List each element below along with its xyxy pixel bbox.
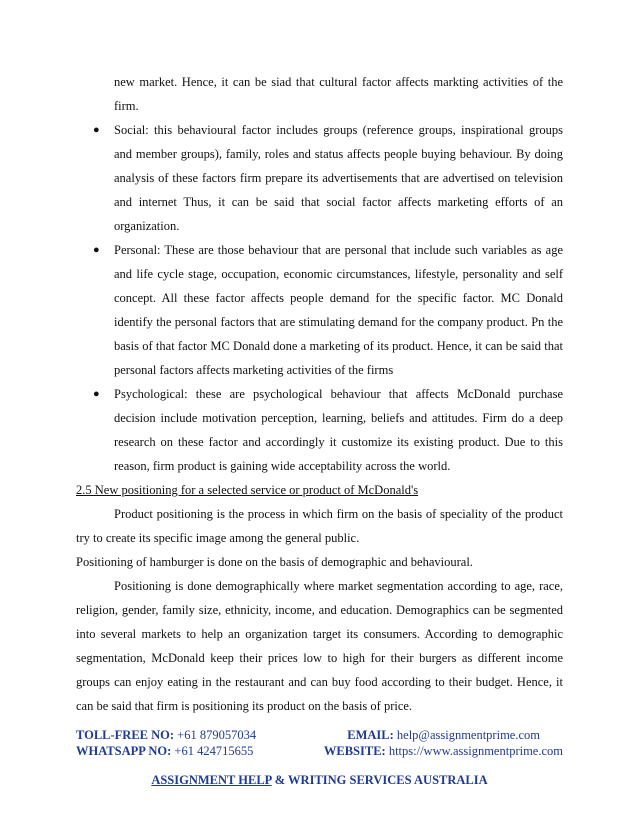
section-heading: 2.5 New positioning for a selected service or product of McDonald's bbox=[76, 483, 419, 497]
bullet-text: Psychological: these are psychological behaviour that affects McDonald purchase decision include motivation perception, learning, beliefs and attitudes. Firm do a deep research on these factor and accordingly it customize its existing product. Due to this reason, firm product is gaining wide acceptability across the world. bbox=[114, 387, 563, 473]
footer-row-2 bbox=[76, 743, 563, 759]
bullet-text: Social: this behavioural factor includes groups (reference groups, inspirational groups and member groups), family, roles and status affects people buying behaviour. By doing analysis of these factors firm prepare its advertisements that are advertised on television and internet Thus, it can be said that social factor affects marketing efforts of an organization. bbox=[114, 123, 563, 233]
footer-banner bbox=[76, 772, 563, 788]
tollfree-info: TOLL-FREE NO: +61 879057034 bbox=[76, 728, 257, 742]
banner-text: & WRITING SERVICES AUSTRALIA bbox=[271, 773, 488, 787]
continuation-text: new market. Hence, it can be siad that cultural factor affects markting activities of the firm. bbox=[114, 75, 563, 113]
paragraph-hamburger-positioning: Positioning of hamburger is done on the basis of demographic and behavioural. bbox=[76, 555, 473, 569]
whatsapp-info: WHATSAPP NO: +61 424715655 bbox=[76, 744, 254, 758]
website-link[interactable]: https://www.assignmentprime.com bbox=[388, 744, 563, 758]
bullet-item-personal bbox=[76, 238, 563, 382]
whatsapp-number[interactable]: +61 424715655 bbox=[174, 744, 254, 758]
paragraph-product-positioning: Product positioning is the process in which firm on the basis of speciality of the product try to create its specific image among the general public. bbox=[76, 507, 563, 545]
assignment-help-link[interactable]: ASSIGNMENT HELP bbox=[151, 773, 272, 787]
bullet-item-psychological bbox=[76, 382, 563, 478]
bullet-icon: ● bbox=[93, 388, 100, 400]
bullet-text: Personal: These are those behaviour that are personal that include such variables as age and life cycle stage, occupation, economic circumstances, lifestyle, personality and self concept. All these factor affects people demand for the specific factor. MC Donald identify the personal factors that are stimulating demand for the company product. Pn the basis of that factor MC Donald done a marketing of its product. Hence, it can be said that personal factors affects marketing activities of the firms bbox=[114, 243, 563, 377]
footer-row-1 bbox=[76, 727, 563, 743]
paragraph-demographic-positioning: Positioning is done demographically where market segmentation according to age, race, religion, gender, family size, ethnicity, income, and education. Demographics can be segmented into several markets to help an organization target its consumers. According to demographic segmentation, McDonald keep their prices low to high for their burgers as different income groups can enjoy eating in the restaurant and can buy food according to their budget. Hence, it can be said that firm is positioning its product on the basis of price. bbox=[76, 579, 563, 713]
bullet-item-social bbox=[76, 118, 563, 238]
bullet-icon: ● bbox=[93, 244, 100, 256]
email-info: EMAIL: help@assignmentprime.com bbox=[347, 728, 540, 742]
document-body bbox=[76, 70, 563, 718]
email-link[interactable]: help@assignmentprime.com bbox=[396, 728, 540, 742]
contact-footer bbox=[76, 727, 563, 759]
tollfree-number[interactable]: +61 879057034 bbox=[177, 728, 257, 742]
bullet-icon: ● bbox=[93, 124, 100, 136]
website-info: WEBSITE: https://www.assignmentprime.com bbox=[323, 744, 563, 758]
